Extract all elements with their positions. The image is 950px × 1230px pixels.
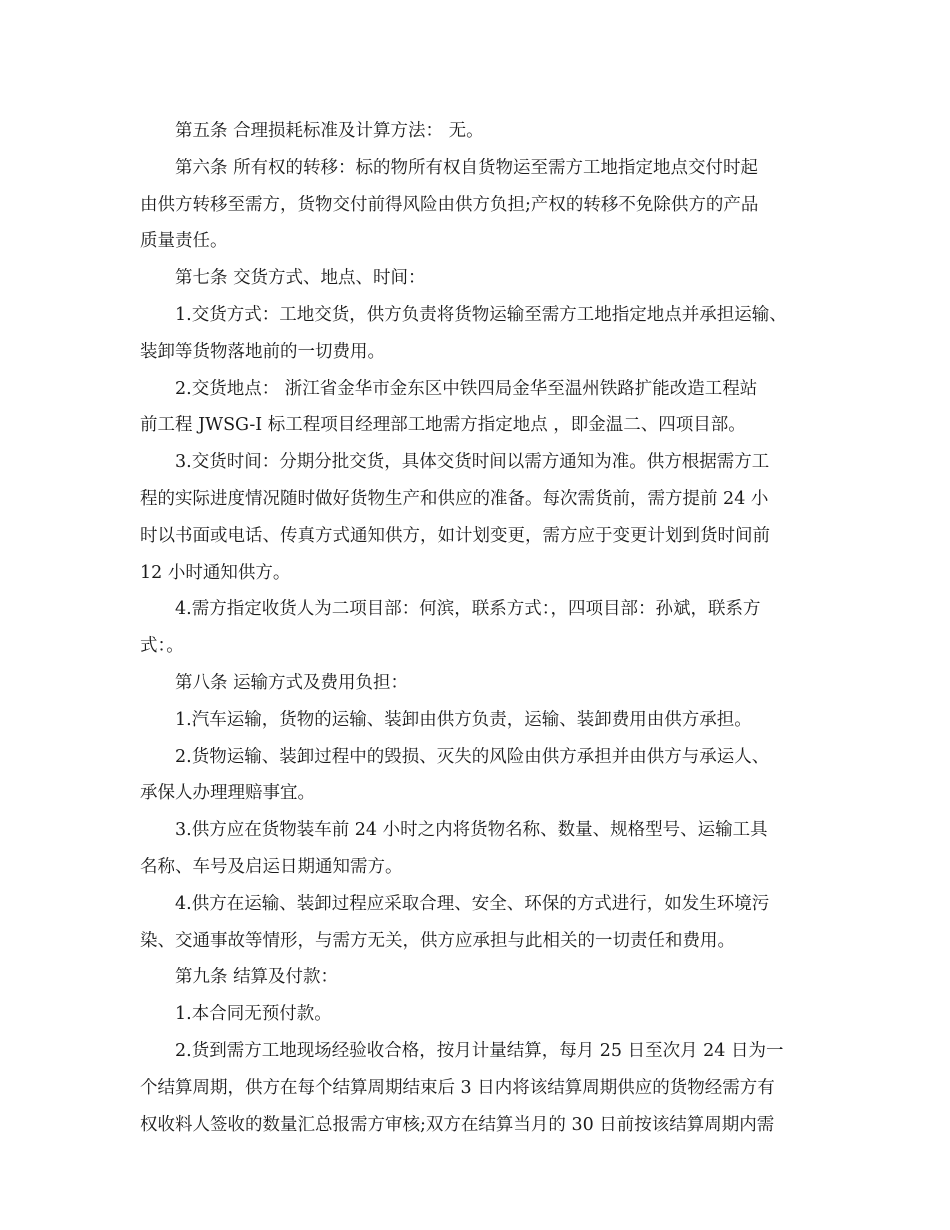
text-line: 前工程 JWSG-Ⅰ 标工程项目经理部工地需方指定地点 ，即金温二、四项目部。	[140, 415, 746, 436]
text-line: 第六条 所有权的转移：标的物所有权自货物运至需方工地指定地点交付时起	[175, 157, 759, 178]
text-line: 1.交货方式：工地交货，供方负责将货物运输至需方工地指定地点并承担运输、	[175, 304, 787, 325]
text-line: 染、交通事故等情形，与需方无关，供方应承担与此相关的一切责任和费用。	[140, 930, 735, 951]
text-line: 承保人办理理赔事宜。	[140, 783, 315, 804]
text-line: 12 小时通知供方。	[140, 562, 291, 583]
text-line: 2.交货地点： 浙江省金华市金东区中铁四局金华至温州铁路扩能改造工程站	[175, 378, 758, 399]
text-line: 3.交货时间：分期分批交货，具体交货时间以需方通知为准。供方根据需方工	[175, 452, 770, 473]
text-line: 个结算周期，供方在每个结算周期结束后 3 日内将该结算周期供应的货物经需方有	[140, 1077, 775, 1098]
text-line: 1.汽车运输，货物的运输、装卸由供方负责，运输、装卸费用由供方承担。	[175, 709, 752, 730]
text-line: 2.货到需方工地现场经验收合格，按月计量结算，每月 25 日至次月 24 日为一	[175, 1040, 784, 1061]
text-line: 式：。	[140, 636, 184, 657]
text-line: 权收料人签收的数量汇总报需方审核;双方在结算当月的 30 日前按该结算周期内需	[140, 1114, 775, 1135]
text-line: 装卸等货物落地前的一切费用。	[140, 341, 385, 362]
text-line: 第五条 合理损耗标准及计算方法： 无。	[175, 121, 484, 141]
text-line: 1.本合同无预付款。	[175, 1004, 332, 1025]
text-line: 第八条 运输方式及费用负担：	[175, 672, 409, 693]
text-line: 第九条 结算及付款：	[175, 967, 339, 988]
text-line: 3.供方应在货物装车前 24 小时之内将货物名称、数量、规格型号、运输工具	[175, 820, 768, 841]
text-line: 名称、车号及启运日期通知需方。	[140, 856, 403, 877]
text-line: 4.供方在运输、装卸过程应采取合理、安全、环保的方式进行，如发生环境污	[175, 893, 770, 914]
text-line: 程的实际进度情况随时做好货物生产和供应的准备。每次需货前，需方提前 24 小	[140, 488, 769, 509]
text-line: 质量责任。	[140, 231, 228, 252]
text-line: 时以书面或电话、传真方式通知供方，如计划变更，需方应于变更计划到货时间前	[140, 525, 770, 546]
text-line: 4.需方指定收货人为二项目部：何滨，联系方式：，四项目部：孙斌，联系方	[175, 599, 761, 620]
contract-text-body	[140, 113, 812, 1143]
text-line: 由供方转移至需方，货物交付前得风险由供方负担;产权的转移不免除供方的产品	[140, 194, 759, 215]
text-line: 2.货物运输、装卸过程中的毁损、灭失的风险由供方承担并由供方与承运人、	[175, 746, 770, 767]
text-line: 第七条 交货方式、地点、时间：	[175, 268, 426, 289]
